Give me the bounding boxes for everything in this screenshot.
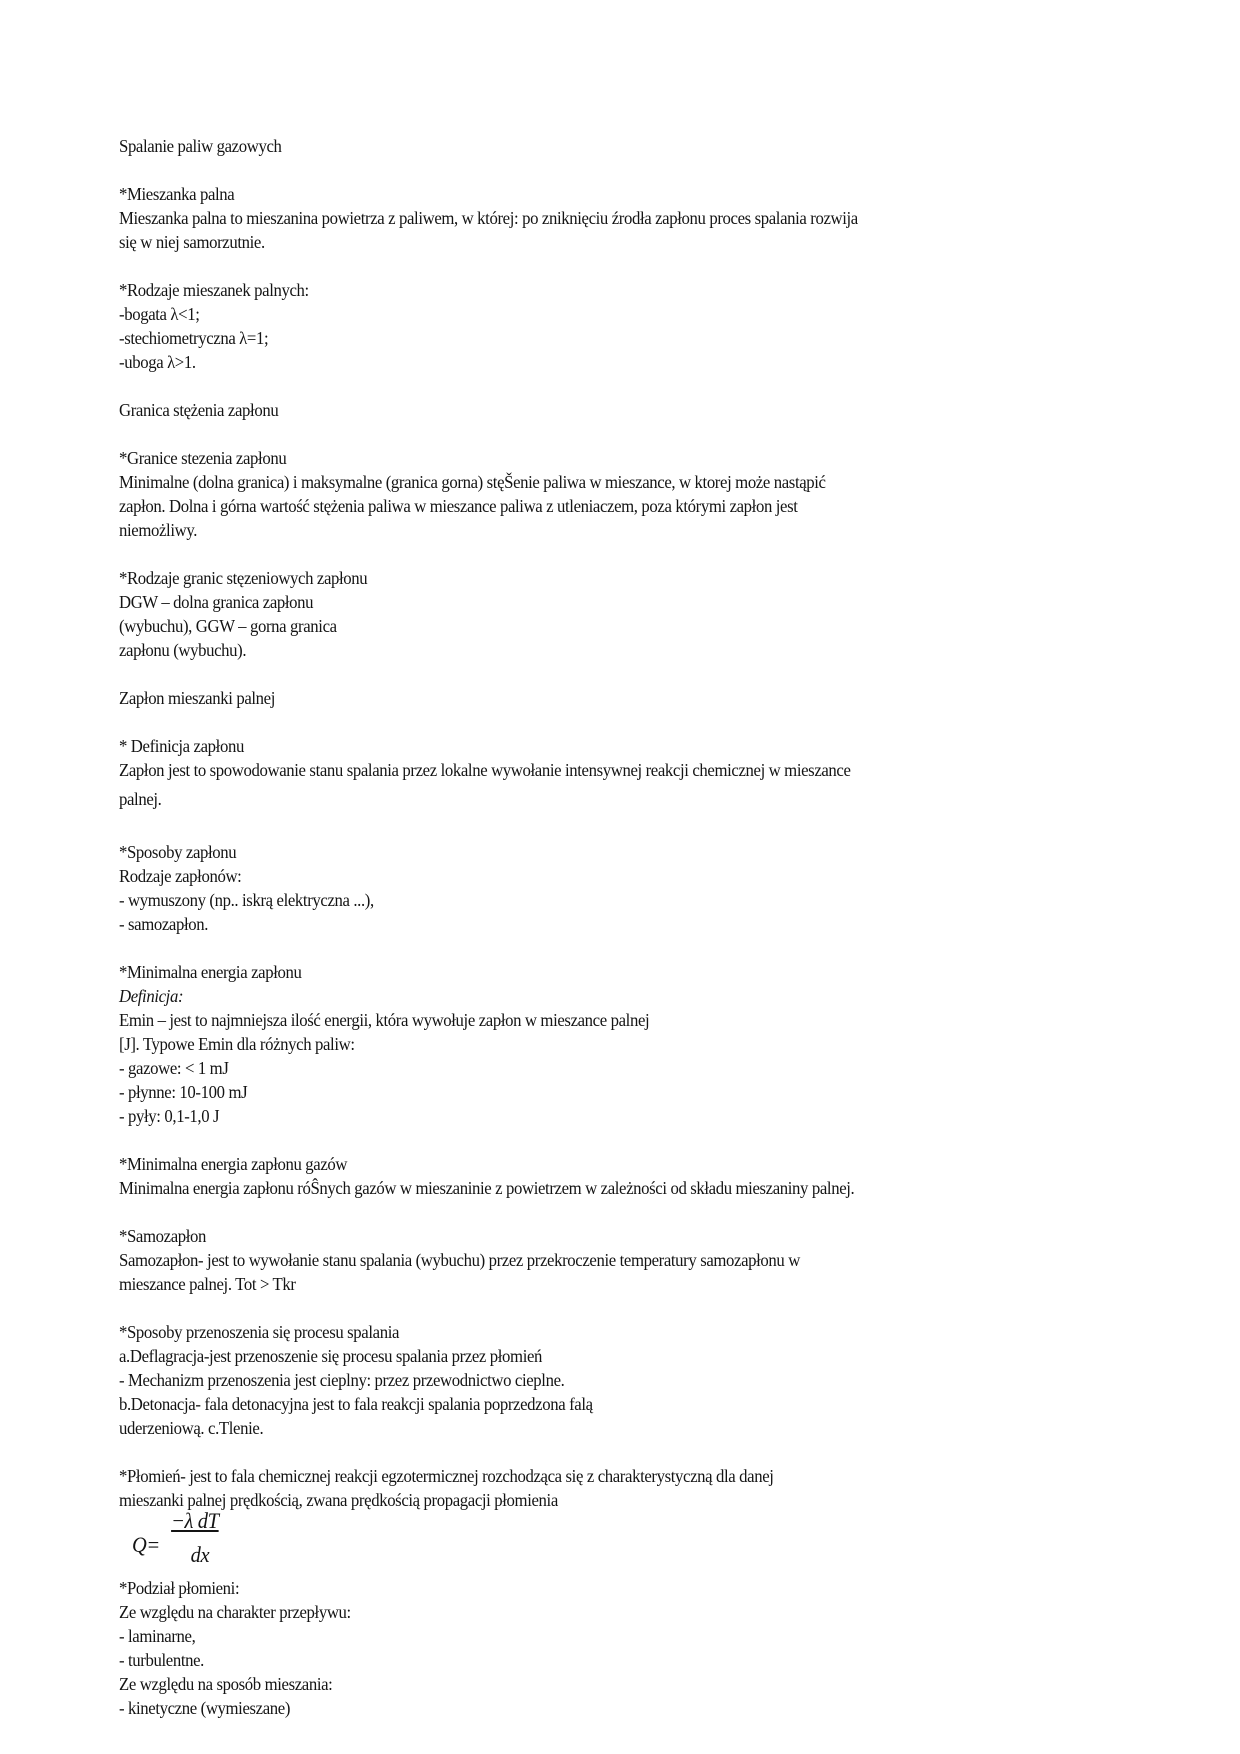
heat-flux-formula [132, 1508, 1049, 1576]
paragraph-line: uderzeniową. c.Tlenie. [119, 1418, 264, 1438]
list-item: - gazowe: < 1 mJ [119, 1058, 229, 1078]
section-heading: * Definicja zapłonu [119, 736, 244, 756]
formula-numerator: −λ dT [171, 1508, 219, 1533]
section-heading: *Samozapłon [119, 1226, 207, 1246]
section-przenoszenie-spalania [119, 1320, 1049, 1440]
section-heading: *Granice stezenia zapłonu [119, 448, 287, 468]
section-samozaplon [119, 1224, 1049, 1296]
paragraph-line: się w niej samorzutnie. [119, 232, 265, 252]
paragraph-line: - Mechanizm przenoszenia jest cieplny: przez przewodnictwo cieplne. [119, 1370, 565, 1390]
section-heading: *Rodzaje mieszanek palnych: [119, 280, 309, 300]
paragraph-line: [J]. Typowe Emin dla różnych paliw: [119, 1034, 355, 1054]
section-definicja-zaplonu [119, 734, 1049, 816]
paragraph-line: Ze względu na charakter przepływu: [119, 1602, 351, 1622]
section-minimalna-energia-gazow [119, 1152, 1049, 1200]
paragraph-line: Minimalna energia zapłonu róŜnych gazów w mieszaninie z powietrzem w zależności od składu mieszaniny palnej. [119, 1178, 855, 1198]
list-item: - wymuszony (np.. iskrą elektryczna ...), [119, 890, 374, 910]
formula-lhs: Q= [132, 1532, 160, 1557]
list-item: -bogata λ<1; [119, 304, 200, 324]
section-rodzaje-granic [119, 566, 1049, 662]
list-item: - płynne: 10-100 mJ [119, 1082, 248, 1102]
formula-denominator: dx [190, 1542, 210, 1567]
paragraph-line: DGW – dolna granica zapłonu [119, 592, 314, 612]
paragraph-line: mieszance palnej. Tot > Tkr [119, 1274, 296, 1294]
section-minimalna-energia [119, 960, 1049, 1128]
section-mieszanka-palna [119, 182, 1049, 254]
section-heading: *Sposoby przenoszenia się procesu spalania [119, 1322, 400, 1342]
list-item: - turbulentne. [119, 1650, 204, 1670]
paragraph-line: Minimalne (dolna granica) i maksymalne (granica gorna) stęŠenie paliwa w mieszance, w ktorej może nastąpić [119, 472, 826, 492]
list-item: -uboga λ>1. [119, 352, 196, 372]
subheading: Definicja: [119, 986, 184, 1006]
section-plomien [119, 1464, 1049, 1576]
paragraph-line: a.Deflagracja-jest przenoszenie się procesu spalania przez płomień [119, 1346, 543, 1366]
chapter-title: Granica stężenia zapłonu [119, 400, 279, 420]
paragraph-line: mieszanki palnej prędkością, zwana prędkością propagacji płomienia [119, 1490, 558, 1510]
paragraph-line: zapłonu (wybuchu). [119, 640, 247, 660]
list-item: - laminarne, [119, 1626, 196, 1646]
paragraph-line: palnej. [119, 789, 162, 809]
paragraph-line: zapłon. Dolna i górna wartość stężenia paliwa w mieszance paliwa z utleniaczem, poza którymi zapłon jest [119, 496, 798, 516]
document-title: Spalanie paliw gazowych [119, 136, 282, 156]
section-granice-stezenia [119, 446, 1049, 542]
section-sposoby-zaplonu [119, 840, 1049, 936]
section-heading: *Minimalna energia zapłonu [119, 962, 302, 982]
list-item: - pyły: 0,1-1,0 J [119, 1106, 220, 1126]
paragraph-line: b.Detonacja- fala detonacyjna jest to fala reakcji spalania poprzedzona falą [119, 1394, 593, 1414]
paragraph-line: *Płomień- jest to fala chemicznej reakcji egzotermicznej rozchodząca się z charakterystyczną dla danej [119, 1466, 774, 1486]
section-podzial-plomieni [119, 1576, 1049, 1720]
paragraph-line: Ze względu na sposób mieszania: [119, 1674, 333, 1694]
section-rodzaje-mieszanek [119, 278, 1049, 374]
document-page [119, 134, 1049, 1720]
paragraph-line: (wybuchu), GGW – gorna granica [119, 616, 337, 636]
paragraph-line: Zapłon jest to spowodowanie stanu spalania przez lokalne wywołanie intensywnej reakcji chemicznej w mieszance [119, 760, 851, 780]
paragraph-line: Rodzaje zapłonów: [119, 866, 242, 886]
section-heading: *Podział płomieni: [119, 1578, 240, 1598]
paragraph-line: Samozapłon- jest to wywołanie stanu spalania (wybuchu) przez przekroczenie temperatury samozapłonu w [119, 1250, 800, 1270]
paragraph-line: Mieszanka palna to mieszanina powietrza z paliwem, w której: po zniknięciu źrodła zapłonu proces spalania rozwija [119, 208, 858, 228]
list-item: -stechiometryczna λ=1; [119, 328, 269, 348]
section-heading: *Mieszanka palna [119, 184, 235, 204]
paragraph-line: Emin – jest to najmniejsza ilość energii, która wywołuje zapłon w mieszance palnej [119, 1010, 650, 1030]
chapter-title: Zapłon mieszanki palnej [119, 688, 276, 708]
section-heading: *Rodzaje granic stęzeniowych zapłonu [119, 568, 368, 588]
list-item: - kinetyczne (wymieszane) [119, 1698, 291, 1718]
section-heading: *Sposoby zapłonu [119, 842, 237, 862]
list-item: - samozapłon. [119, 914, 209, 934]
section-heading: *Minimalna energia zapłonu gazów [119, 1154, 348, 1174]
paragraph-line: niemożliwy. [119, 520, 198, 540]
